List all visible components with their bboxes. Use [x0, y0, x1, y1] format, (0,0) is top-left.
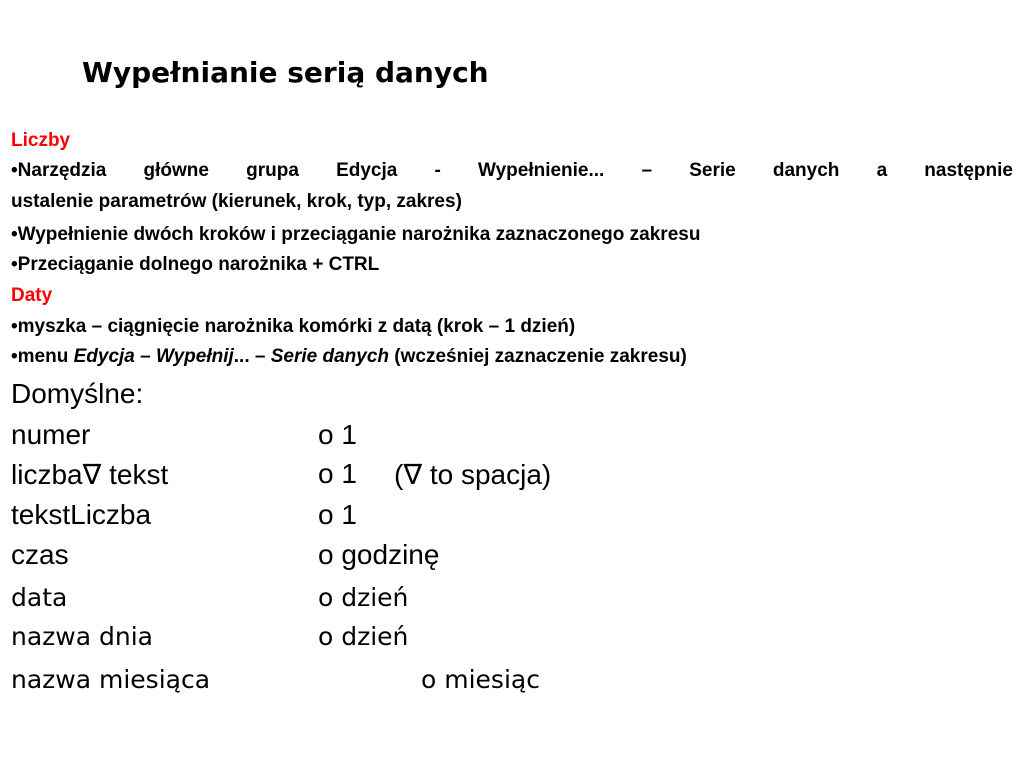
slide-title: Wypełnianie serią danych	[82, 56, 489, 89]
section-heading-daty: Daty	[11, 285, 53, 306]
default-label-czas: czas	[11, 539, 69, 570]
default-value-liczba-tekst: o 1	[318, 458, 357, 489]
default-label-data: data	[11, 583, 68, 612]
default-label-nazwa-dnia: nazwa dnia	[11, 622, 153, 651]
bullet-daty-2-menu-serie: Serie danych	[270, 346, 390, 367]
bullet-daty-2-ellipsis: ... –	[233, 346, 271, 367]
default-label-nazwa-miesiaca: nazwa miesiąca	[11, 665, 211, 694]
default-value-numer: o 1	[318, 419, 357, 450]
bullet-liczby-1-line-2: ustalenie parametrów (kierunek, krok, typ, zakres)	[11, 191, 462, 212]
bullet-daty-2-tail: (wcześniej zaznaczenie zakresu)	[389, 346, 687, 367]
bullet-daty-2-menu-wypelnij: Wypełnij	[156, 346, 234, 367]
default-value-czas: o godzinę	[318, 539, 440, 570]
default-value-tekstliczba: o 1	[318, 499, 357, 530]
bullet-liczby-1-line-1: •Narzędzia główne grupa Edycja - Wypełnienie... – Serie danych a następnie	[11, 160, 1013, 181]
default-label-tekstliczba: tekstLiczba	[11, 499, 152, 530]
section-heading-liczby: Liczby	[11, 130, 71, 151]
default-note-spacja: (∇ to spacja)	[394, 459, 552, 490]
default-value-data: o dzień	[318, 583, 409, 612]
bullet-daty-2	[11, 346, 687, 368]
default-label-liczba-tekst: liczba∇ tekst	[11, 459, 169, 490]
bullet-daty-2-menu-edycja: Edycja	[73, 346, 135, 367]
default-label-numer: numer	[11, 419, 91, 450]
bullet-daty-1: •myszka – ciągnięcie narożnika komórki z datą (krok – 1 dzień)	[11, 316, 576, 337]
bullet-daty-2-dash: –	[134, 346, 156, 367]
bullet-liczby-2: •Wypełnienie dwóch kroków i przeciąganie narożnika zaznaczonego zakresu	[11, 224, 701, 245]
default-value-nazwa-dnia: o dzień	[318, 622, 409, 651]
bullet-liczby-3: •Przeciąganie dolnego narożnika + CTRL	[11, 254, 380, 275]
default-value-nazwa-miesiaca: o miesiąc	[421, 665, 540, 694]
defaults-heading: Domyślne:	[11, 378, 144, 409]
bullet-daty-2-part-1: •menu	[11, 346, 74, 367]
